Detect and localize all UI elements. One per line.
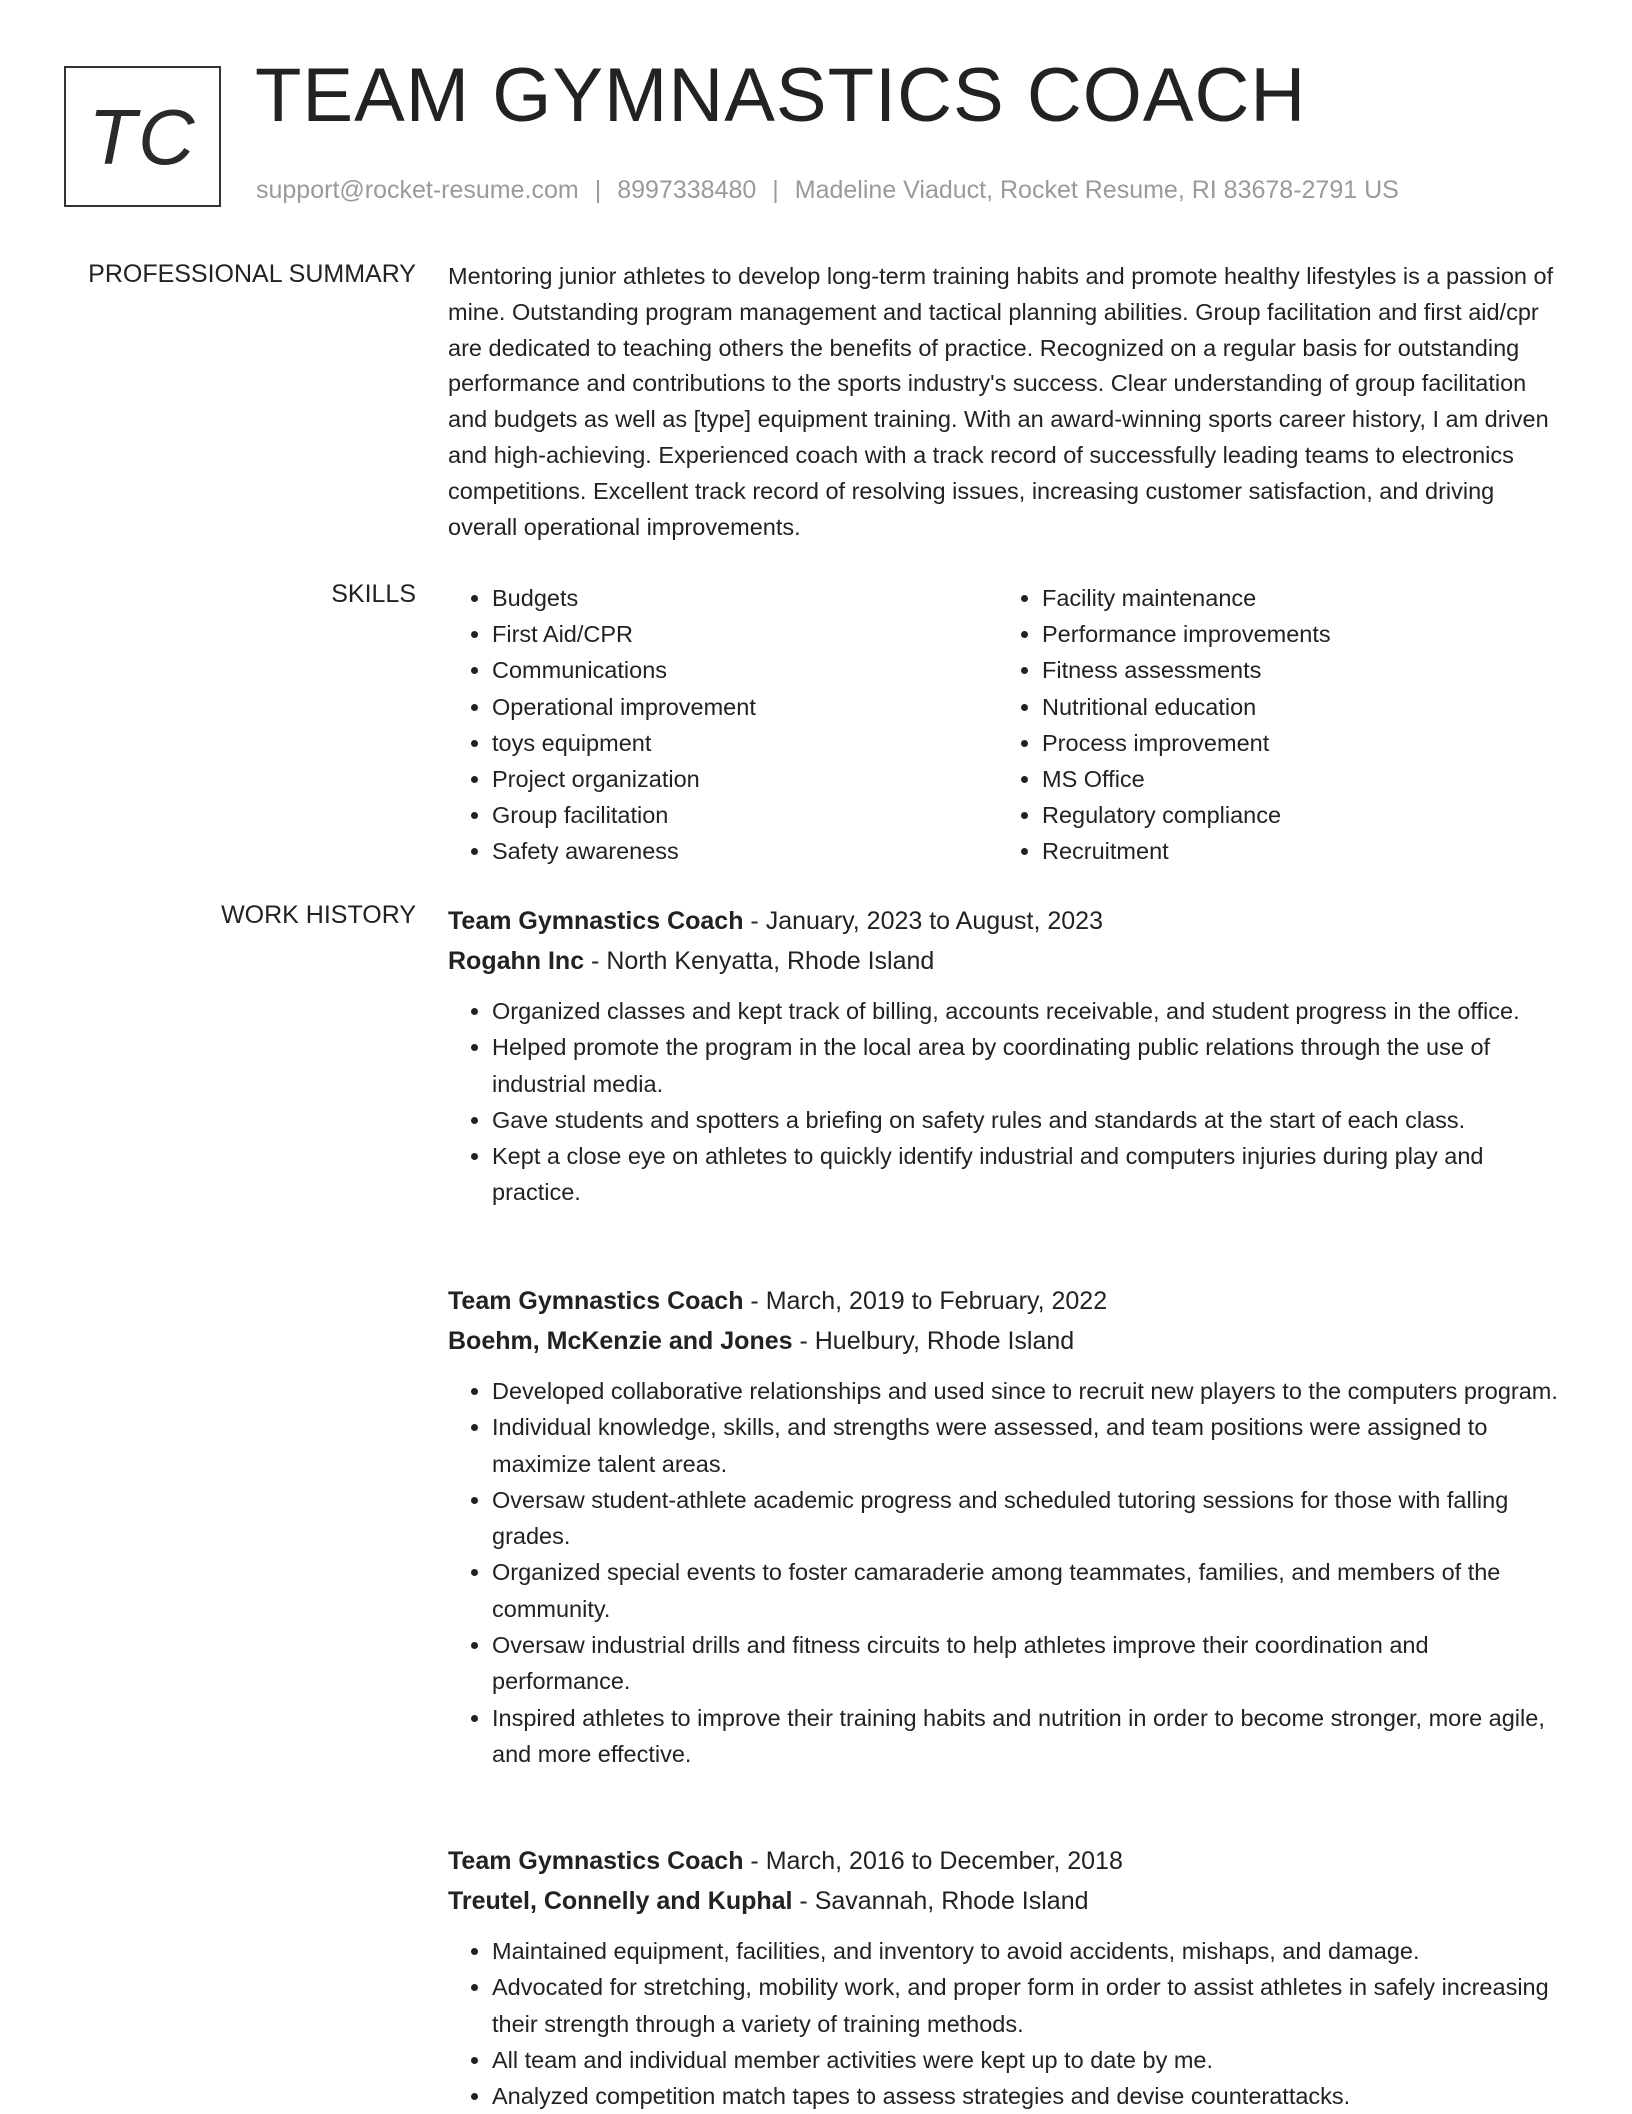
- skill-item: • Performance improvements: [1042, 616, 1548, 652]
- duty-item: • Organized special events to foster camaraderie among teammates, families, and members of the community.: [492, 1554, 1570, 1627]
- job-title: Team Gymnastics Coach: [448, 1847, 744, 1875]
- skill-item: • Safety awareness: [492, 833, 998, 869]
- job-company-line: [448, 941, 1570, 981]
- skill-item: • Group facilitation: [492, 797, 998, 833]
- duty-item: • Maintained equipment, facilities, and inventory to avoid accidents, mishaps, and damage.: [492, 1933, 1570, 1969]
- job-dates: - March, 2016 to December, 2018: [743, 1847, 1123, 1875]
- duty-item: • Oversaw industrial drills and fitness circuits to help athletes improve their coordination and performance.: [492, 1627, 1570, 1700]
- skill-item: • Budgets: [492, 580, 998, 616]
- skills-column-left: [448, 580, 998, 870]
- skill-item: • First Aid/CPR: [492, 616, 998, 652]
- contact-line: [256, 176, 1399, 205]
- resume-title: TEAM GYMNASTICS COACH: [255, 53, 1307, 138]
- job-company-line: [448, 1881, 1570, 1921]
- job-title: Team Gymnastics Coach: [448, 1287, 744, 1315]
- duty-item: • All team and individual member activities were kept up to date by me.: [492, 2042, 1570, 2078]
- skill-item: • Regulatory compliance: [1042, 797, 1548, 833]
- duty-item: • Gave students and spotters a briefing on safety rules and standards at the start of each class.: [492, 1102, 1570, 1138]
- duty-item: • Individual knowledge, skills, and strengths were assessed, and team positions were assigned to maximize talent areas.: [492, 1409, 1570, 1482]
- job-dates: - January, 2023 to August, 2023: [743, 907, 1103, 935]
- contact-separator: |: [772, 176, 779, 204]
- duty-item: • Oversaw student-athlete academic progress and scheduled tutoring sessions for those with falling grades.: [492, 1482, 1570, 1555]
- job-duties: [448, 1933, 1570, 2114]
- job-title-line: [448, 1281, 1570, 1321]
- duty-item: • Organized classes and kept track of billing, accounts receivable, and student progress in the office.: [492, 993, 1570, 1029]
- skill-item: • Recruitment: [1042, 833, 1548, 869]
- job-entry: [448, 1281, 1570, 1772]
- duty-item: • Advocated for stretching, mobility work, and proper form in order to assist athletes in safely increasing their strength through a variety of training methods.: [492, 1969, 1570, 2042]
- skills-list: [448, 580, 1568, 870]
- duty-item: • Helped promote the program in the local area by coordinating public relations through the use of industrial media.: [492, 1029, 1570, 1102]
- duty-item: • Analyzed competition match tapes to assess strategies and devise counterattacks.: [492, 2078, 1570, 2114]
- job-company-line: [448, 1321, 1570, 1361]
- contact-email: support@rocket-resume.com: [256, 176, 579, 204]
- skill-item: • Nutritional education: [1042, 689, 1548, 725]
- job-title-line: [448, 1841, 1570, 1881]
- job-title-line: [448, 901, 1570, 941]
- job-title: Team Gymnastics Coach: [448, 907, 744, 935]
- skills-column-right: [998, 580, 1548, 870]
- contact-address: Madeline Viaduct, Rocket Resume, RI 83678-2791 US: [794, 176, 1399, 204]
- skill-item: • Facility maintenance: [1042, 580, 1548, 616]
- monogram-box: [64, 66, 221, 207]
- job-duties: [448, 993, 1570, 1211]
- job-company: Rogahn Inc: [448, 947, 585, 975]
- contact-separator: |: [594, 176, 602, 204]
- summary-text: Mentoring junior athletes to develop long-term training habits and promote healthy lifestyles is a passion of mine. Outstanding program management and tactical planning abilities. Group facilitation and first aid/cpr are dedicated to teaching others the benefits of practice. Recognized on a regular basis for outstanding performance and contributions to the sports industry's success. Clear understanding of group facilitation and budgets as well as [type] equipment training. With an award-winning sports career history, I am driven and high-achieving. Experienced coach with a track record of successfully leading teams to electronics competitions. Excellent track record of resolving issues, increasing customer satisfaction, and driving overall operational improvements.: [448, 263, 1554, 540]
- job-dates: - March, 2019 to February, 2022: [743, 1287, 1108, 1315]
- skill-item: • MS Office: [1042, 761, 1548, 797]
- contact-phone: 8997338480: [617, 176, 757, 204]
- monogram-initials: TC: [88, 92, 197, 181]
- skill-item: • Process improvement: [1042, 725, 1548, 761]
- skill-item: • Fitness assessments: [1042, 652, 1548, 688]
- job-company: Treutel, Connelly and Kuphal: [448, 1887, 793, 1915]
- skill-item: • Project organization: [492, 761, 998, 797]
- section-label-summary: PROFESSIONAL SUMMARY: [88, 260, 416, 288]
- job-location: - Huelbury, Rhode Island: [792, 1327, 1075, 1355]
- section-label-skills: SKILLS: [331, 580, 416, 608]
- job-company: Boehm, McKenzie and Jones: [448, 1327, 793, 1355]
- skill-item: • Communications: [492, 652, 998, 688]
- skill-item: • Operational improvement: [492, 689, 998, 725]
- job-location: - Savannah, Rhode Island: [792, 1887, 1089, 1915]
- job-entry: [448, 901, 1570, 1211]
- duty-item: • Inspired athletes to improve their training habits and nutrition in order to become stronger, more agile, and more effective.: [492, 1700, 1570, 1773]
- section-label-work-history: WORK HISTORY: [221, 901, 416, 929]
- job-location: - North Kenyatta, Rhode Island: [584, 947, 935, 975]
- skill-item: • toys equipment: [492, 725, 998, 761]
- duty-item: • Developed collaborative relationships and used since to recruit new players to the computers program.: [492, 1373, 1570, 1409]
- duty-item: • Kept a close eye on athletes to quickly identify industrial and computers injuries during play and practice.: [492, 1138, 1570, 1211]
- job-entry: [448, 1841, 1570, 2114]
- job-duties: [448, 1373, 1570, 1772]
